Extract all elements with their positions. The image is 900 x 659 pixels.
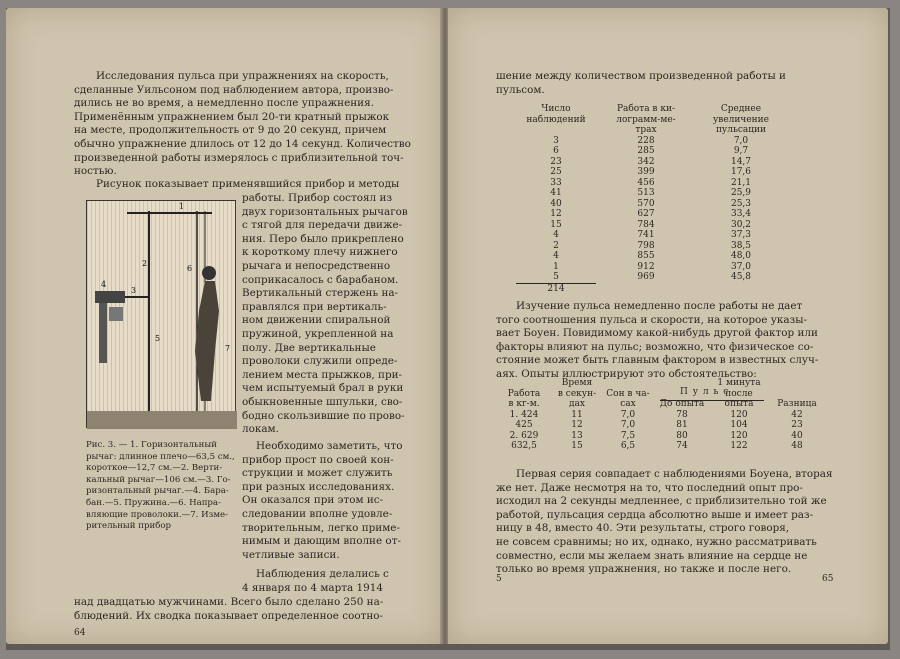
table2-header-after: 1 минута после опыта (717, 378, 761, 409)
figure-label-6: 6 (187, 264, 193, 273)
table2-cell: 104 (730, 420, 748, 430)
table1-cell: 4 (553, 230, 559, 240)
figure-label-7: 7 (225, 344, 231, 353)
left-para-4-column: Наблюдения делались с 4 января по 4 марта 1914 (242, 568, 389, 594)
apparatus-figure (86, 200, 236, 428)
table1-cell: 741 (637, 230, 655, 240)
table1-row (516, 167, 786, 178)
experiments-table (496, 378, 826, 452)
table1-cell: 798 (637, 240, 655, 251)
table2-row (496, 410, 826, 421)
table1-row (516, 157, 786, 168)
table2-cell: 11 (571, 409, 583, 420)
work-pulse-table (516, 104, 786, 294)
table1-header-work: Работа в ки- лограмм-ме- трах (616, 104, 676, 135)
table1-cell: 33,4 (730, 209, 752, 219)
table2-header-row (496, 378, 826, 410)
table1-row (516, 251, 786, 262)
table2-group-header: П у л ь с (680, 387, 730, 397)
right-page-number: 65 (822, 574, 834, 584)
table2-cell: 74 (676, 441, 688, 451)
table1-cell: 285 (637, 146, 655, 156)
left-para-1: Исследования пульса при упражнениях на скорость, сделанные Уильсоном под наблюдением автора, произво- дились не во время, а немедленно после упражнения. Применённым упражнением был 20-ти кратный прыжок на месте, продолжительность от 9 до 20 секунд, причем обычно упражнение длилось от 12 до 14 секунд. Количество произведенной работы измерялось с приблизительной точ- ностью. (74, 70, 411, 178)
table1-cell: 1 (553, 261, 559, 272)
table2-cell: 425 (515, 420, 533, 430)
table2-cell: 12 (571, 420, 583, 430)
table1-cell: 513 (637, 188, 655, 198)
table1-cell: 912 (637, 261, 655, 272)
table1-cell: 15 (550, 219, 562, 230)
table1-cell: 6 (553, 146, 559, 156)
table2-cell: 48 (791, 441, 803, 451)
right-intro: шение между количеством произведенной работы и пульсом. (496, 70, 786, 96)
table2-cell: 122 (730, 441, 748, 451)
table1-cell: 48,0 (730, 251, 752, 261)
left-page (6, 8, 442, 644)
figure-caption: Рис. 3. — 1. Горизонтальный рычаг: длинное плечо—63,5 см., короткое—12,7 см.—2. Верти- кальный рычаг—106 см.—3. Го- ризонтальный рычаг.—4. Бара- бан.—5. Пружина.—6. Напра- вляющие проволоки.—7. Измe- рительный прибор (86, 440, 235, 532)
table1-cell: 969 (637, 272, 655, 283)
table1-cell: 37,3 (730, 230, 752, 240)
table1-row (516, 188, 786, 199)
table2-cell: 1. 424 (509, 409, 539, 420)
table1-cell: 25,3 (730, 198, 752, 209)
table1-cell: 570 (637, 198, 655, 209)
table1-cell: 342 (637, 156, 655, 167)
table1-row (516, 272, 786, 283)
right-page (448, 8, 888, 644)
table2-cell: 80 (676, 430, 688, 441)
table2-cell: 81 (676, 420, 688, 430)
table2-header-time: Время в секун- дах (557, 378, 597, 409)
table1-cell: 23 (550, 156, 562, 167)
table1-cell: 21,1 (730, 177, 752, 188)
table1-cell: 627 (637, 209, 655, 219)
table1-row (516, 262, 786, 273)
table2-cell: 78 (676, 409, 688, 420)
left-para-3-column: Необходимо заметить, что прибор прост по своей кон- струкции и может служить при разных исследованиях. Он оказался при этом ис- следовании вполне удовле- творительным, легко приме- нимым и дающим вполне от- четливые записи. (242, 440, 403, 561)
table2-header-before: До опыта (659, 399, 705, 409)
table2-row (496, 431, 826, 442)
left-para-2-first-line: Рисунок показывает применявшийся прибор и методы (96, 178, 400, 190)
table1-total: 214 (516, 283, 596, 294)
right-para-3: Первая серия совпадает с наблюдениями Боуена, вторая же нет. Даже несмотря на то, что последний опыт про- исходил на 2 секунды медленнее, с приблизительно той же работой, пульсация сердца абсолютно выше и имеет раз- ницу в 48, вместо 40. Эти результаты, строго говоря, не совсем сравнимы; но их, однако, нужно рассматривать совместно, если мы желаем знать влияние на сердце не только во время упражнения, но также и после него. (496, 468, 833, 576)
table2-header-sleep: Сон в ча- сах (606, 388, 650, 409)
table2-cell: 23 (791, 420, 803, 430)
table1-cell: 25 (550, 167, 562, 177)
table2-cell: 7,0 (620, 420, 636, 430)
table2-cell: 7,0 (620, 409, 636, 420)
table2-header-diff: Разница (777, 399, 817, 409)
table2-row (496, 420, 826, 431)
table2-cell: 13 (571, 430, 583, 441)
table1-cell: 855 (637, 251, 655, 261)
table1-row (516, 178, 786, 189)
table1-cell: 5 (553, 272, 559, 282)
figure-label-1: 1 (179, 202, 185, 211)
table2-cell: 40 (791, 430, 803, 441)
right-para-2: Изучение пульса немедленно после работы не дает того соотношения пульса и скорости, на которое указы- вает Боуен. Повидимому какой-нибудь другой фактор или факторы влияют на пульс; возможно, что физическое со- стояние может быть главным фактором в известных случ- аях. Опыты иллюстрируют это обстоятельство: (496, 300, 819, 380)
table1-cell: 7,0 (733, 135, 749, 146)
table1-row (516, 199, 786, 210)
table2-cell: 2. 629 (509, 430, 539, 441)
table1-cell: 40 (550, 198, 562, 209)
table1-cell: 784 (637, 219, 655, 230)
table1-cell: 41 (550, 188, 562, 198)
table2-cell: 120 (730, 409, 748, 420)
table1-cell: 33 (550, 177, 562, 188)
book-spread (6, 8, 890, 650)
table2-cell: 7,5 (620, 430, 636, 441)
table1-header-row (516, 104, 786, 136)
figure-label-4: 4 (101, 280, 107, 289)
figure-label-3: 3 (131, 286, 137, 295)
table1-cell: 9,7 (733, 146, 749, 156)
table1-total-row (516, 283, 786, 294)
table1-row (516, 146, 786, 157)
table1-cell: 17,6 (730, 167, 752, 177)
table1-header-count: Число наблюдений (526, 104, 586, 125)
table1-cell: 30,2 (730, 219, 752, 230)
table2-cell: 42 (791, 409, 803, 420)
signature-mark: 5 (496, 574, 502, 584)
table1-row (516, 220, 786, 231)
left-page-number: 64 (74, 628, 86, 638)
table1-cell: 3 (553, 135, 559, 146)
figure-label-2: 2 (142, 259, 148, 268)
table2-cell: 15 (571, 441, 583, 451)
table2-header-work: Работа в кг-м. (507, 388, 541, 409)
table1-cell: 25,9 (730, 188, 752, 198)
table1-row (516, 241, 786, 252)
table1-cell: 45,8 (730, 272, 752, 283)
table1-cell: 4 (553, 251, 559, 261)
table1-cell: 456 (637, 177, 655, 188)
apparatus-drawing (87, 201, 237, 429)
table1-row (516, 209, 786, 220)
table1-cell: 14,7 (730, 156, 752, 167)
table2-body (496, 410, 826, 452)
table1-body (516, 136, 786, 295)
table1-header-pulse: Среднее увеличение пульсации (712, 104, 769, 135)
table1-cell: 2 (553, 240, 559, 251)
table2-cell: 6,5 (620, 441, 636, 451)
table1-cell: 12 (550, 209, 562, 219)
table1-row (516, 136, 786, 147)
table2-cell: 120 (730, 430, 748, 441)
table1-cell: 37,0 (730, 261, 752, 272)
table1-cell: 228 (637, 135, 655, 146)
table2-row (496, 441, 826, 452)
table1-cell: 399 (637, 167, 655, 177)
table2-cell: 632,5 (511, 441, 537, 451)
figure-label-5: 5 (155, 334, 161, 343)
left-para-2-column: работы. Прибор состоял из двух горизонтальных рычагов с тягой для передачи движе- ния. Перо было прикреплено к короткому плечу нижнего рычага и непосредственно соприкасалось с барабаном. Вертикальный стержень на- правлялся при вертикаль- ном движении спиральной пружиной, укрепленной на полу. Две вертикальные проволоки служили опреде- лением места прыжков, при- чем испытуемый брал в руки обыкновенные шпульки, сво- бодно скользившие по прово- локам. (242, 192, 408, 436)
table1-row (516, 230, 786, 241)
left-para-4-full: над двадцатью мужчинами. Всего было сделано 250 на- блюдений. Их сводка показывает определенное соотно- (74, 596, 384, 622)
table1-cell: 38,5 (730, 240, 752, 251)
